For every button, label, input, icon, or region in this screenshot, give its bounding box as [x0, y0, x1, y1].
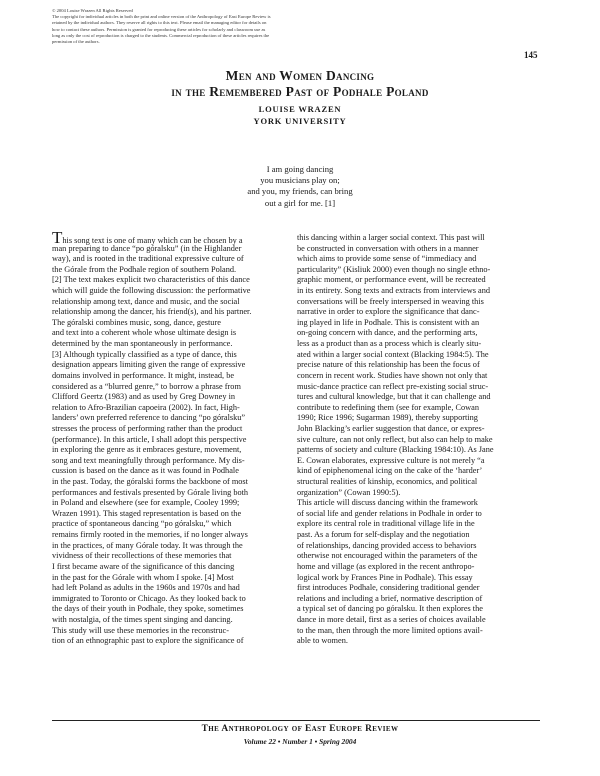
body-line: conversations will be freely interspersed in weaving this	[297, 296, 484, 306]
body-line: Clifford Geertz (1983) and as used by Greg Downey in	[52, 392, 236, 402]
body-line: organization” (Cowan 1990:5).	[297, 487, 401, 497]
body-line: performances and festivals presented by Górale living both	[52, 487, 249, 497]
body-line: home and village (as explored in the recent anthropo-	[297, 561, 475, 571]
page-number: 145	[524, 50, 538, 60]
body-line: tion of an ethnographic past to explore the significance of	[52, 636, 244, 646]
body-line: first introduces Podhale, considering traditional gender	[297, 583, 480, 593]
body-line: on-going concern with dance, and the performing arts,	[297, 328, 478, 338]
body-line: of relationships, dancing provided access to behaviors	[297, 540, 477, 550]
author-affiliation: YORK UNIVERSITY	[253, 116, 347, 126]
body-line-text: his song text is one of many which can be chosen by a	[62, 236, 243, 245]
body-line: otherwise not encouraged within the parameters of the	[297, 551, 478, 561]
body-line: of social life and gender relations in Podhale in order to	[297, 508, 482, 518]
body-line: with nostalgia, of the times spent singing and dancing.	[52, 614, 233, 624]
body-line: had left Poland as adults in the 1960s and 1970s and had	[52, 583, 240, 593]
body-line: past. As a forum for self-display and the negotiation	[297, 530, 470, 540]
article-title-line-1: Men and Women Dancing	[225, 68, 375, 83]
body-line: this dancing within a larger social context. This past will	[297, 233, 485, 242]
footer-divider	[52, 720, 540, 721]
body-line: patterns of society and culture (Blacking 1984:10). As Jane	[297, 445, 494, 455]
body-line: and text into a coherent whole whose ultimate design is	[52, 328, 237, 338]
body-line: explore its central role in traditional village life in the	[297, 519, 475, 529]
body-line: remains firmly rooted in the memories, if no longer always	[52, 530, 248, 540]
body-line: relationship among the dancer, his friend(s), and his partner.	[52, 307, 252, 317]
body-line: [2] The text makes explicit two characteristics of this dance	[52, 275, 250, 285]
body-line: kind of epiphenomenal icing on the cake of the ‘harder’	[297, 466, 483, 476]
body-line: to the man, then through the more limited options avail-	[297, 625, 483, 635]
epigraph-line: you musicians play on;	[260, 175, 340, 186]
body-line: relations and including a brief, normative description of	[297, 593, 483, 603]
body-line: determined by the man spontaneously in performance.	[52, 339, 233, 349]
body-line: practice of spontaneous dancing “po góralsku,” which	[52, 519, 232, 529]
body-line: tures and cultural knowledge, but that it can challenge and	[297, 392, 491, 402]
article-title-line-2: in the Remembered Past of Podhale Poland	[171, 84, 429, 99]
body-line: the days of their youth in Podhale, they spoke, sometimes	[52, 604, 244, 614]
body-line: which will guide the following discussion: the performative	[52, 286, 251, 296]
body-line: in the past. Today, the góralski forms the backbone of most	[52, 477, 248, 487]
copyright-line: how to contact these authors. Permission is granted for reproducing these articles for scholarly and classroom use as	[52, 26, 266, 32]
body-line: logical work by Frances Pine in Podhale). This essay	[297, 572, 473, 582]
body-column-right	[297, 233, 541, 647]
body-line: be constructed in conversation with others in a manner	[297, 243, 479, 253]
body-line: I first became aware of the significance of this dancing	[52, 561, 235, 571]
copyright-line: © 2004 Louise Wrazen All Rights Reserved	[52, 8, 133, 13]
body-line: This study will use these memories in the reconstruc-	[52, 625, 229, 635]
body-line: in the practices, of many Górale today. It was through the	[52, 540, 243, 550]
body-line: John Blacking’s earlier suggestion that dance, or expres-	[297, 423, 485, 433]
body-line: The góralski combines music, song, dance, gesture	[52, 317, 221, 327]
body-line: landers’ own preferred reference to dancing “po góralsku”	[52, 413, 246, 423]
body-line	[52, 228, 286, 247]
author-name: LOUISE WRAZEN	[258, 104, 342, 114]
copyright-line: permission of the authors.	[52, 39, 100, 45]
copyright-line: The copyright for individual articles in both the print and online version of the Anthropology of East Europe Review is	[52, 14, 271, 20]
footer-journal-title: The Anthropology of East Europe Review	[201, 724, 399, 734]
body-line: designation appears limiting given the range of expressive	[52, 360, 246, 370]
copyright-line: long as only the cost of reproduction is charged to the students. Commercial reproduction of these articles requires the	[52, 32, 270, 38]
body-line: [3] Although typically classified as a type of dance, this	[52, 349, 237, 359]
body-line: considered as a “blurred genre,” to borrow a phrase from	[52, 381, 241, 391]
body-line: immigrated to Toronto or Chicago. As they looked back to	[52, 593, 246, 603]
body-line: relation to Afro-Brazilian capoeira (2002). In fact, High-	[52, 402, 240, 412]
body-line: Wrazen 1991). This staged representation is based on the	[52, 508, 242, 518]
body-line: in exploring the genre as it embraces gesture, movement,	[52, 445, 242, 455]
body-line: a typical set of dancing po góralsku. It then explores the	[297, 604, 483, 614]
copyright-notice	[52, 8, 352, 45]
body-line: precise nature of this relationship has been the focus of	[297, 360, 480, 370]
body-column-left	[52, 228, 286, 647]
copyright-line: retained by the individual authors. They reserve all rights to this text. Please email the managing editor for details on	[52, 20, 267, 26]
body-line: the Górale from the Podhale region of southern Poland.	[52, 264, 237, 274]
body-line: song and text meaningfully through performance. My dis-	[52, 455, 245, 465]
body-line: stresses the process of performing rather than the product	[52, 423, 243, 433]
body-line: E. Cowan elaborates, expressive culture is not merely “a	[297, 455, 485, 465]
body-line: graphic moment, or performance event, will be recreated	[297, 275, 486, 285]
body-line: way), and is rooted in the traditional expressive culture of	[52, 254, 244, 264]
body-line: ing played in life in Podhale. This is consistent with an	[297, 317, 480, 327]
epigraph-line: out a girl for me. [1]	[264, 197, 336, 208]
body-line: concern in recent work. Studies have shown not only that	[297, 370, 488, 380]
body-line: This article will discuss dancing within the framework	[297, 498, 478, 508]
epigraph	[0, 164, 600, 209]
body-line: in Poland and elsewhere (see for example, Cooley 1999;	[52, 498, 240, 508]
body-line: sive culture, can not only reflect, but also can help to make	[297, 434, 493, 444]
body-line: structural realities of kinship, economics, and political	[297, 477, 478, 487]
body-line: in the past for the Górale with whom I spoke. [4] Most	[52, 572, 234, 582]
footer-issue-info: Volume 22 • Number 1 • Spring 2004	[243, 737, 357, 746]
body-line: (performance). In this article, I shall adopt this perspective	[52, 434, 247, 444]
epigraph-line: and you, my friends, can bring	[247, 186, 353, 197]
body-line: able to women.	[297, 636, 348, 646]
drop-cap: T	[52, 228, 63, 247]
body-line: relationship among text, dance and music, and the social	[52, 296, 240, 306]
body-line: particularity” (Kisliuk 2000) even though no single ethno-	[297, 264, 491, 274]
body-line: music-dance practice can reflect pre-existing social struc-	[297, 381, 489, 391]
body-line: 1990; Rice 1996; Sugarman 1989), thereby supporting	[297, 413, 478, 423]
body-line: contribute to redefining them (see for example, Cowan	[297, 402, 480, 412]
body-line: less as a product than as a process which is clearly situ-	[297, 339, 482, 349]
body-line: in its entirety. Song texts and extracts from interviews and	[297, 286, 491, 296]
body-line: domains involved in performance. It might, instead, be	[52, 370, 235, 380]
body-line: dance in more detail, first as a series of choices available	[297, 614, 486, 624]
body-line: narrative in order to explore the significance that danc-	[297, 307, 480, 317]
body-line: ated within a larger social context (Blacking 1984:5). The	[297, 349, 489, 359]
body-line: vividness of their recollections of these memories that	[52, 551, 232, 561]
body-line: man preparing to dance “po góralsku” (in the Highlander	[52, 243, 242, 253]
epigraph-line: I am going dancing	[266, 164, 334, 174]
body-line: cussion is based on the dance as it was found in Podhale	[52, 466, 239, 476]
body-line: which aims to provide some sense of “immediacy and	[297, 254, 477, 264]
